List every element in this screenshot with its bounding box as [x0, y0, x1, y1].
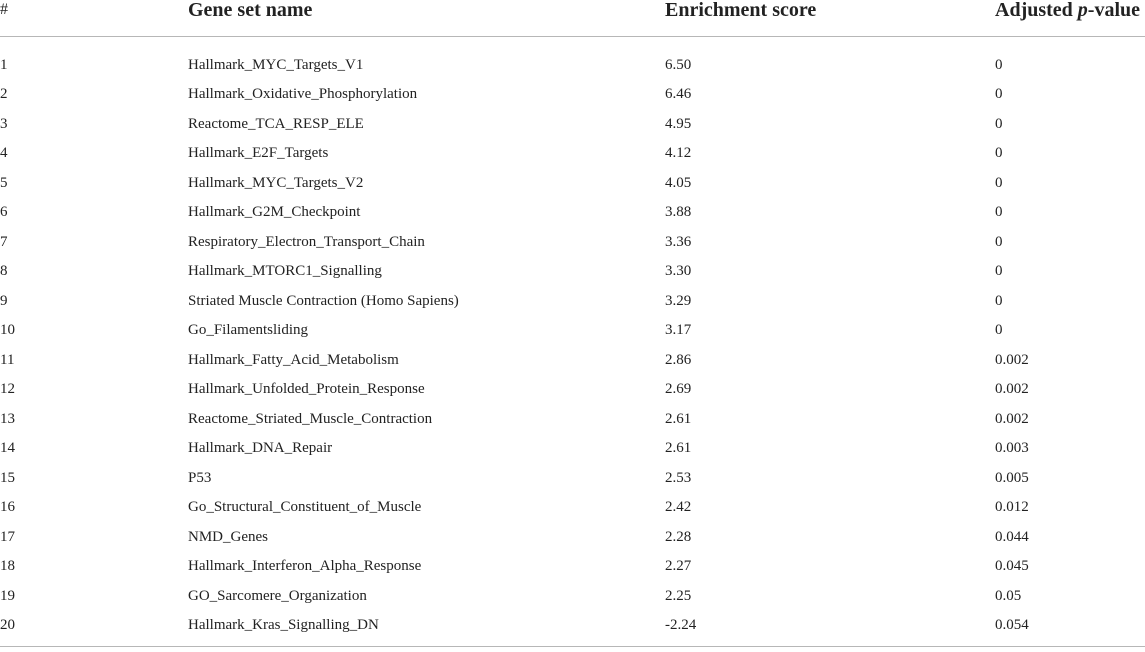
table-row — [0, 198, 1145, 228]
table-row — [0, 37, 1145, 80]
row-adjusted-p-value: 0 — [995, 56, 1003, 73]
row-enrichment-score: 4.95 — [665, 115, 692, 132]
row-gene-set-name: Hallmark_MYC_Targets_V1 — [188, 56, 364, 73]
row-adjusted-p-value: 0 — [995, 174, 1003, 191]
row-enrichment-score: 3.36 — [665, 233, 692, 250]
row-enrichment-score: 4.05 — [665, 174, 692, 191]
header-enrichment-score: Enrichment score — [665, 0, 995, 37]
row-gene-set-name: P53 — [188, 469, 212, 486]
row-gene-set-name: Hallmark_Unfolded_Protein_Response — [188, 381, 425, 398]
table-row — [0, 552, 1145, 582]
table-row — [0, 463, 1145, 493]
header-gene-set-name: Gene set name — [188, 0, 665, 37]
header-pvalue-prefix: Adjusted — [995, 0, 1078, 21]
row-enrichment-score: 2.86 — [665, 351, 692, 368]
row-enrichment-score: 4.12 — [665, 145, 692, 162]
table-row — [0, 581, 1145, 611]
row-index: 16 — [0, 499, 15, 516]
table-row — [0, 611, 1145, 647]
table-row — [0, 80, 1145, 110]
row-adjusted-p-value: 0.044 — [995, 528, 1029, 545]
row-enrichment-score: 2.42 — [665, 499, 692, 516]
row-gene-set-name: Hallmark_Oxidative_Phosphorylation — [188, 86, 418, 103]
row-gene-set-name: Hallmark_Interferon_Alpha_Response — [188, 558, 422, 575]
row-gene-set-name: Respiratory_Electron_Transport_Chain — [188, 233, 425, 250]
row-adjusted-p-value: 0 — [995, 263, 1003, 280]
row-adjusted-p-value: 0.054 — [995, 611, 1145, 647]
row-adjusted-p-value: 0.003 — [995, 440, 1029, 457]
row-index: 5 — [0, 174, 8, 191]
row-adjusted-p-value: 0 — [995, 86, 1003, 103]
row-index: 3 — [0, 115, 8, 132]
row-index: 7 — [0, 233, 8, 250]
table-row — [0, 375, 1145, 405]
row-enrichment-score: 6.46 — [665, 86, 692, 103]
row-enrichment-score: 3.30 — [665, 263, 692, 280]
row-adjusted-p-value: 0.045 — [995, 558, 1029, 575]
row-enrichment-score: 2.61 — [665, 440, 692, 457]
row-index: 11 — [0, 351, 15, 368]
row-index: 17 — [0, 528, 15, 545]
row-index: 18 — [0, 558, 15, 575]
table-body — [0, 37, 1145, 647]
row-gene-set-name: Hallmark_E2F_Targets — [188, 145, 329, 162]
row-gene-set-name: NMD_Genes — [188, 528, 268, 545]
row-gene-set-name: Hallmark_G2M_Checkpoint — [188, 204, 361, 221]
row-adjusted-p-value: 0 — [995, 292, 1003, 309]
table-row — [0, 109, 1145, 139]
table-header-row — [0, 0, 1145, 37]
row-enrichment-score: 2.27 — [665, 558, 692, 575]
row-enrichment-score: 3.17 — [665, 322, 692, 339]
row-adjusted-p-value: 0.002 — [995, 381, 1029, 398]
row-adjusted-p-value: 0 — [995, 233, 1003, 250]
row-gene-set-name: Hallmark_MYC_Targets_V2 — [188, 174, 364, 191]
row-enrichment-score: 2.53 — [665, 469, 692, 486]
table-row — [0, 316, 1145, 346]
row-gene-set-name: Striated Muscle Contraction (Homo Sapiens) — [188, 292, 459, 309]
row-index: 10 — [0, 322, 15, 339]
row-adjusted-p-value: 0.002 — [995, 410, 1029, 427]
row-gene-set-name: Reactome_TCA_RESP_ELE — [188, 115, 364, 132]
row-gene-set-name: Hallmark_Kras_Signalling_DN — [188, 611, 665, 647]
table-row — [0, 286, 1145, 316]
row-index: 6 — [0, 204, 8, 221]
table-row — [0, 345, 1145, 375]
row-index: 15 — [0, 469, 15, 486]
row-enrichment-score: 3.88 — [665, 204, 692, 221]
row-gene-set-name: Reactome_Striated_Muscle_Contraction — [188, 410, 433, 427]
row-gene-set-name: Hallmark_Fatty_Acid_Metabolism — [188, 351, 399, 368]
table-row — [0, 522, 1145, 552]
row-index: 1 — [0, 56, 8, 73]
row-index: 20 — [0, 611, 188, 647]
row-enrichment-score: 2.25 — [665, 587, 692, 604]
row-adjusted-p-value: 0.005 — [995, 469, 1029, 486]
header-index: # — [0, 0, 188, 37]
row-adjusted-p-value: 0 — [995, 322, 1003, 339]
row-gene-set-name: Go_Filamentsliding — [188, 322, 308, 339]
row-index: 2 — [0, 86, 8, 103]
table-row — [0, 257, 1145, 287]
row-gene-set-name: Hallmark_DNA_Repair — [188, 440, 333, 457]
row-adjusted-p-value: 0 — [995, 204, 1003, 221]
row-index: 12 — [0, 381, 15, 398]
row-index: 9 — [0, 292, 8, 309]
row-index: 14 — [0, 440, 15, 457]
row-adjusted-p-value: 0.002 — [995, 351, 1029, 368]
row-index: 4 — [0, 145, 8, 162]
header-pvalue-italic: p — [1077, 0, 1088, 21]
table-row — [0, 227, 1145, 257]
row-index: 13 — [0, 410, 15, 427]
row-enrichment-score: 2.61 — [665, 410, 692, 427]
row-adjusted-p-value: 0 — [995, 145, 1003, 162]
row-enrichment-score: 2.69 — [665, 381, 692, 398]
row-enrichment-score: 2.28 — [665, 528, 692, 545]
row-index: 8 — [0, 263, 8, 280]
row-index: 19 — [0, 587, 15, 604]
row-gene-set-name: Go_Structural_Constituent_of_Muscle — [188, 499, 422, 516]
table-row — [0, 434, 1145, 464]
header-adjusted-p-value — [995, 0, 1145, 37]
table-row — [0, 493, 1145, 523]
row-gene-set-name: GO_Sarcomere_Organization — [188, 587, 367, 604]
table-row — [0, 168, 1145, 198]
row-enrichment-score: 3.29 — [665, 292, 692, 309]
row-enrichment-score: -2.24 — [665, 611, 995, 647]
row-adjusted-p-value: 0 — [995, 115, 1003, 132]
header-pvalue-suffix: -value — [1087, 0, 1141, 21]
row-gene-set-name: Hallmark_MTORC1_Signalling — [188, 263, 382, 280]
table-row — [0, 139, 1145, 169]
row-adjusted-p-value: 0.05 — [995, 587, 1022, 604]
table-row — [0, 404, 1145, 434]
row-adjusted-p-value: 0.012 — [995, 499, 1029, 516]
row-enrichment-score: 6.50 — [665, 56, 692, 73]
